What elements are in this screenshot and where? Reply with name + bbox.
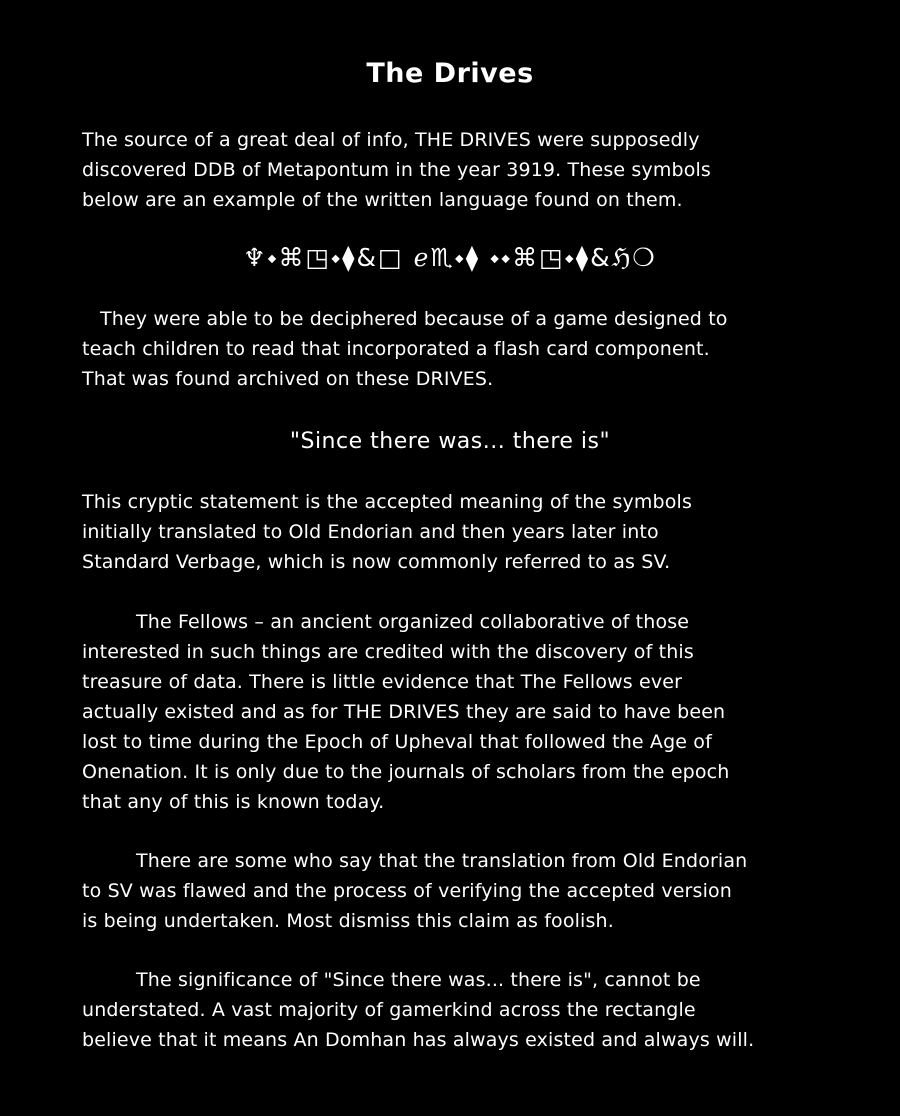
fellows-paragraph: The Fellows – an ancient organized collaborative of those interested in such things are credited with the discovery of this treasure of data. There is little evidence that The Fellows ever actually existed and as for THE DRIVES they are said to have been lost to time during the Epoch of Upheval that followed the Age of Onenation. It is only due to the journals of scholars from the epoch that any of this is known today.	[82, 611, 730, 813]
cryptic-paragraph: This cryptic statement is the accepted meaning of the symbols initially translated to Old Endorian and then years later into Standard Verbage, which is now commonly referred to as SV.	[82, 491, 693, 573]
significance-paragraph: The significance of "Since there was... there is", cannot be understated. A vast majority of gamerkind across the rectangle believe that it means An Domhan has always existed and always will.	[82, 969, 755, 1051]
decipher-paragraph: They were able to be deciphered because of a game designed to teach children to read that incorporated a flash card component. That was found archived on these DRIVES.	[82, 308, 728, 390]
page-title: The Drives	[366, 58, 534, 89]
symbol-line: ♆⬩⌘◳⬩⧫&□ ℯ♏⬩⧫ ⬩⬩⌘◳⬩⧫&ℌ❍	[243, 243, 657, 272]
quote-line: "Since there was... there is"	[289, 429, 611, 454]
flawed-translation-paragraph: There are some who say that the translation from Old Endorian to SV was flawed and the process of verifying the accepted version is being undertaken. Most dismiss this claim as foolish.	[82, 850, 748, 932]
intro-paragraph: The source of a great deal of info, THE DRIVES were supposedly discovered DDB of Metapontum in the year 3919. These symbols below are an example of the written language found on them.	[82, 129, 711, 211]
